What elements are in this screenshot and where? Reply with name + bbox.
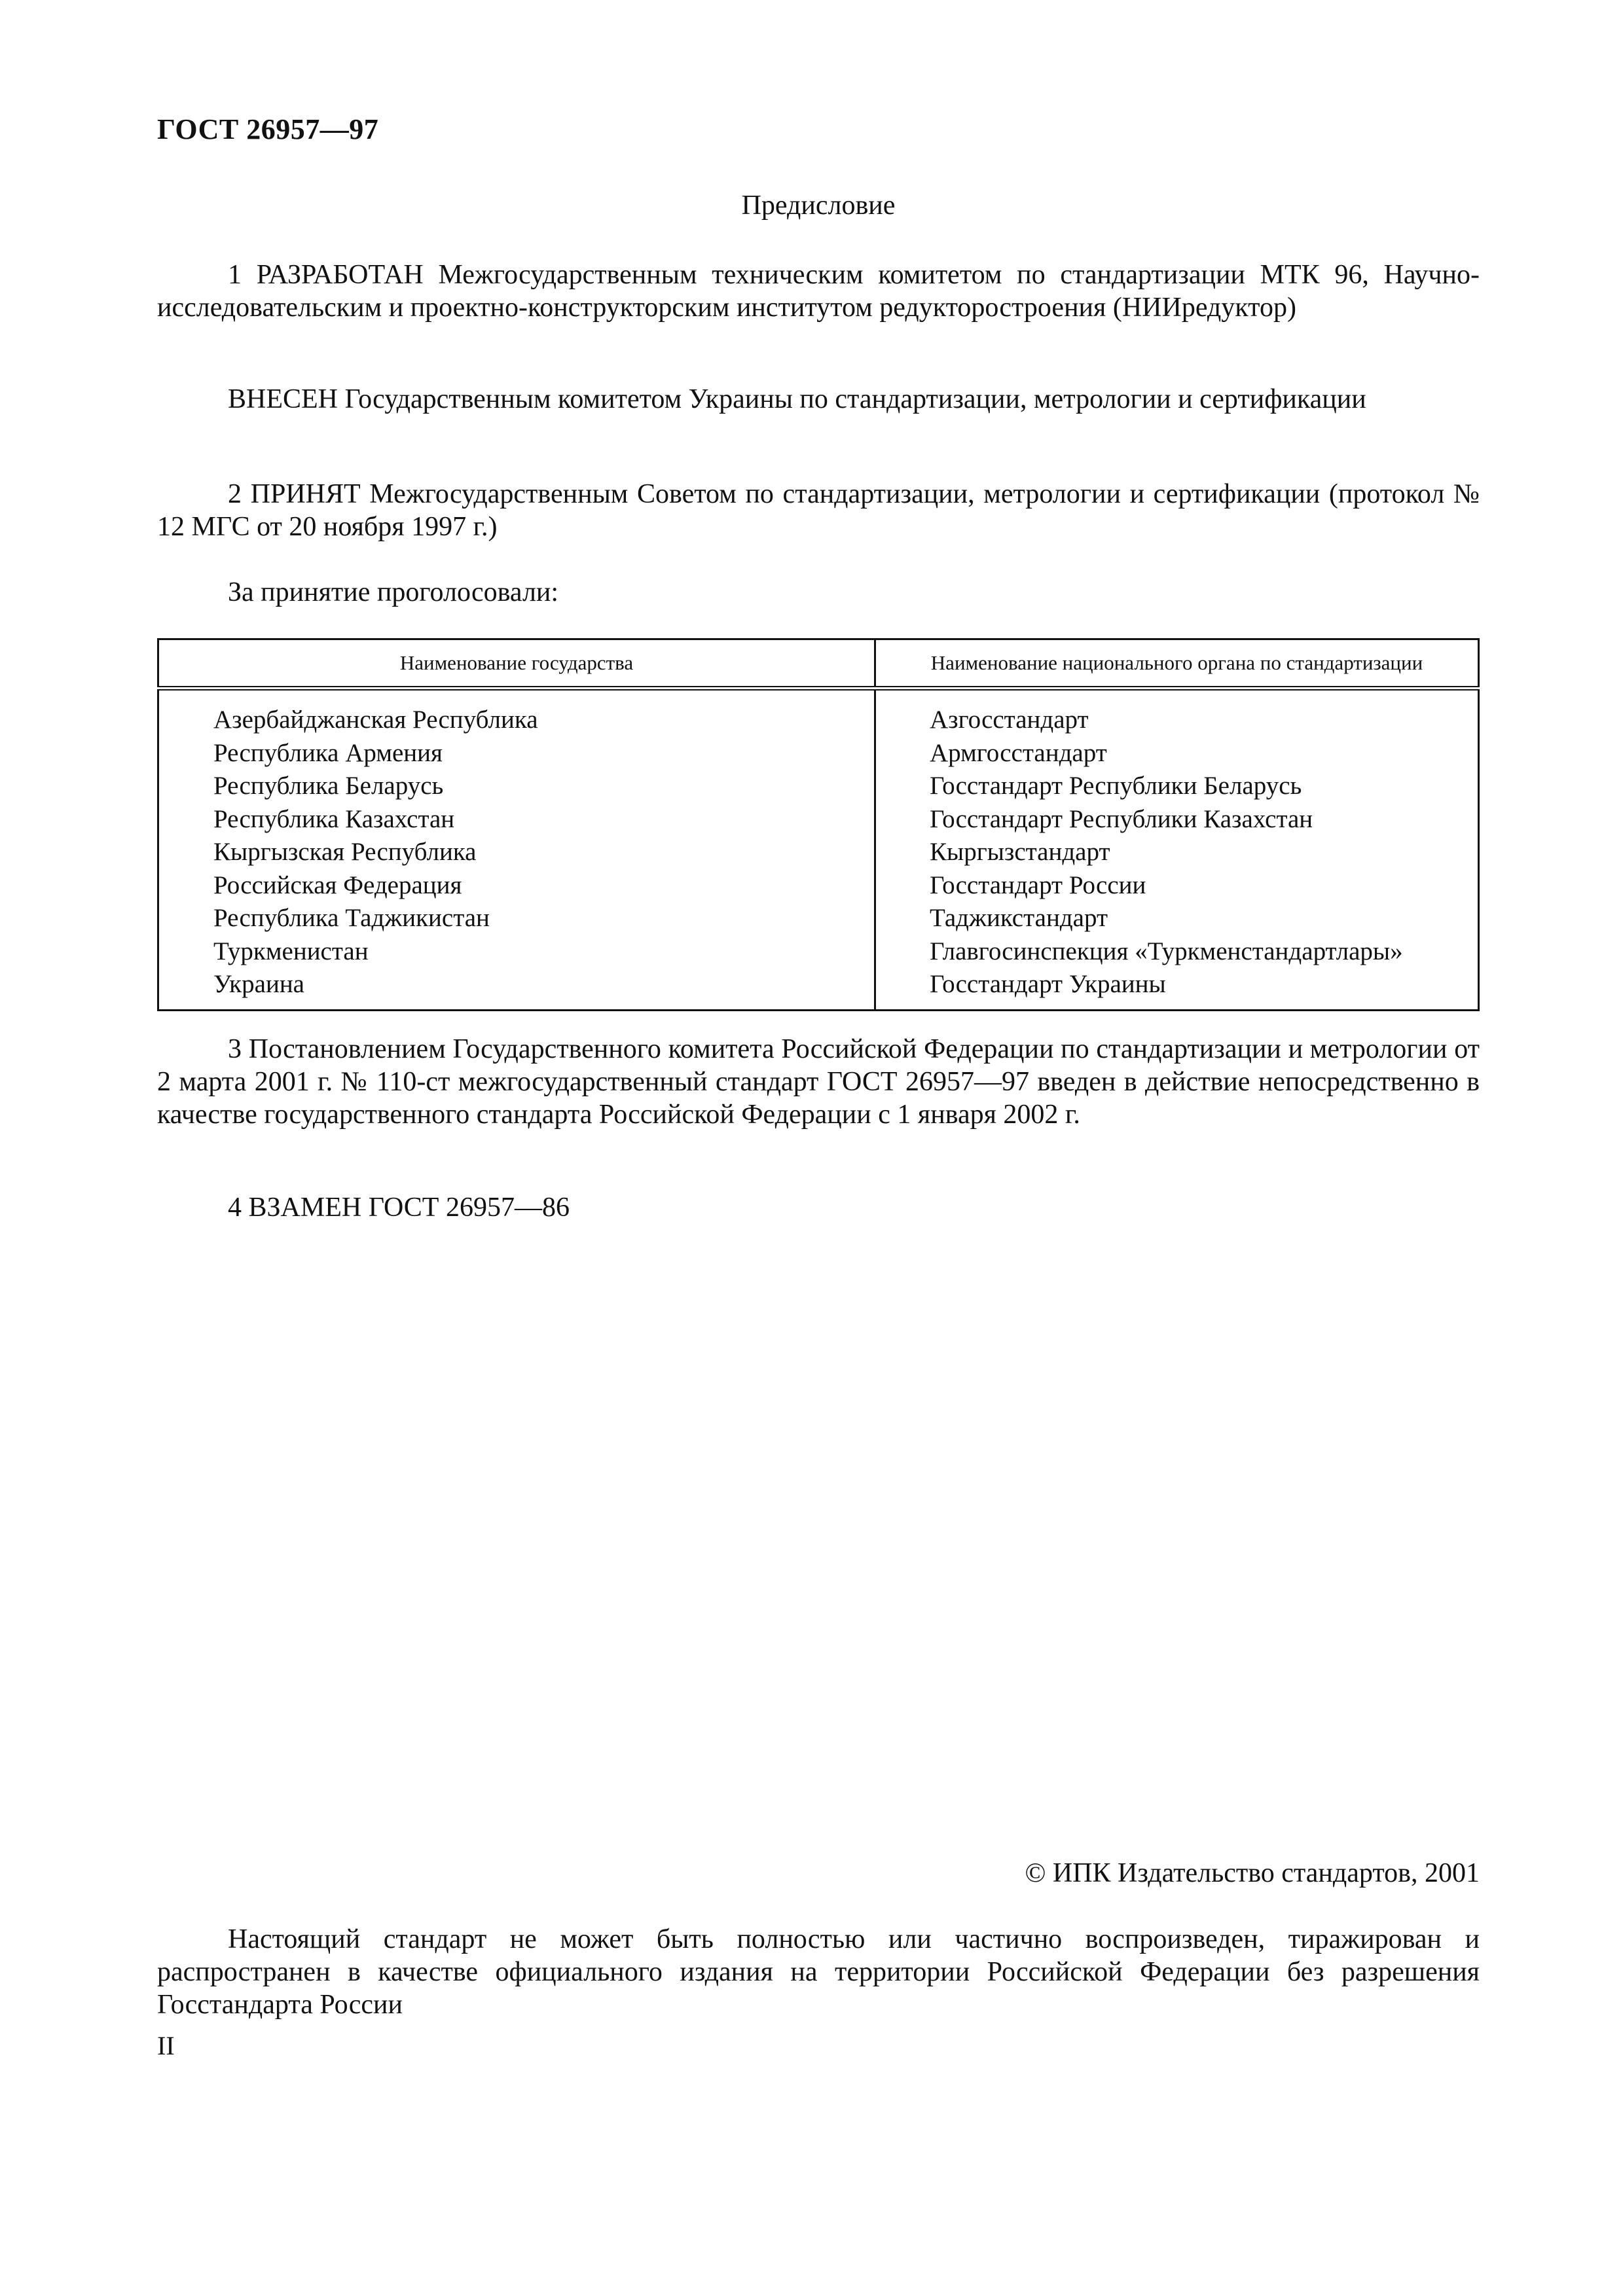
table-cell-state: Российская Федерация <box>213 870 462 899</box>
preface-paragraph-adopted: 2 ПРИНЯТ Межгосударственным Советом по стандартизации, метрологии и сертификации (протокол № 12 МГС от 20 ноября 1997 г.) <box>157 479 1480 542</box>
preface-paragraph-enacted: 3 Постановлением Государственного комитета Российской Федерации по стандартизации и метрологии от 2 марта 2001 г. № 110-ст межгосударственный стандарт ГОСТ 26957—97 введен в действие непосредственно в качестве государственного стандарта Российской Федерации с 1 января 2002 г. <box>157 1034 1480 1130</box>
table-cell-national-body: Таджикстандарт <box>930 904 1108 932</box>
copyright-notice: © ИПК Издательство стандартов, 2001 <box>1025 1858 1480 1888</box>
table-cell-state: Азербайджанская Республика <box>213 706 538 734</box>
table-cell-national-body: Госстандарт Украины <box>930 970 1166 998</box>
table-cell-state: Республика Казахстан <box>213 804 455 833</box>
page-number: II <box>157 2031 175 2060</box>
table-header-national-body: Наименование национального органа по стандартизации <box>875 639 1479 689</box>
table-cell-state: Республика Беларусь <box>213 772 444 800</box>
table-cell-state: Украина <box>213 970 304 998</box>
table-cell-national-body: Госстандарт России <box>930 870 1146 899</box>
table-header-row <box>158 639 1479 689</box>
voting-states-table <box>157 638 1480 1011</box>
table-cell-national-body: Армгосстандарт <box>930 738 1107 767</box>
preface-paragraph-voted: За принятие проголосовали: <box>228 577 559 607</box>
table-cell-state: Туркменистан <box>213 937 369 965</box>
table-header-state: Наименование государства <box>158 639 875 689</box>
table-cell-state: Кыргызская Республика <box>213 838 477 866</box>
table-cell-state: Республика Таджикистан <box>213 904 490 932</box>
table-cell-national-body: Госстандарт Республики Беларусь <box>930 772 1302 800</box>
preface-paragraph-introduced: ВНЕСЕН Государственным комитетом Украины по стандартизации, метрологии и сертификации <box>228 384 1366 414</box>
table-cell-national-body: Госстандарт Республики Казахстан <box>930 804 1313 833</box>
preface-paragraph-replaces: 4 ВЗАМЕН ГОСТ 26957—86 <box>228 1193 570 1223</box>
table-cell-state: Республика Армения <box>213 738 443 767</box>
table-cell-national-body: Азгосстандарт <box>930 706 1089 734</box>
preface-paragraph-developed: 1 РАЗРАБОТАН Межгосударственным техническим комитетом по стандартизации МТК 96, Научно-исследовательским и проектно-конструкторским институтом редукторостроения (НИИредуктор) <box>157 260 1480 323</box>
table-row <box>158 689 1479 1011</box>
table-cell-national-body: Кыргызстандарт <box>930 838 1110 866</box>
document-code: ГОСТ 26957—97 <box>157 113 379 145</box>
reproduction-notice: Настоящий стандарт не может быть полностью или частично воспроизведен, тиражирован и распространен в качестве официального издания на территории Российской Федерации без разрешения Госстандарта России <box>157 1924 1480 2020</box>
table-cell-national-body: Главгосинспекция «Туркменстандартлары» <box>930 937 1403 965</box>
table-column-national-bodies <box>875 689 1479 1011</box>
preface-title: Предисловие <box>741 190 896 221</box>
table-column-states <box>158 689 875 1011</box>
